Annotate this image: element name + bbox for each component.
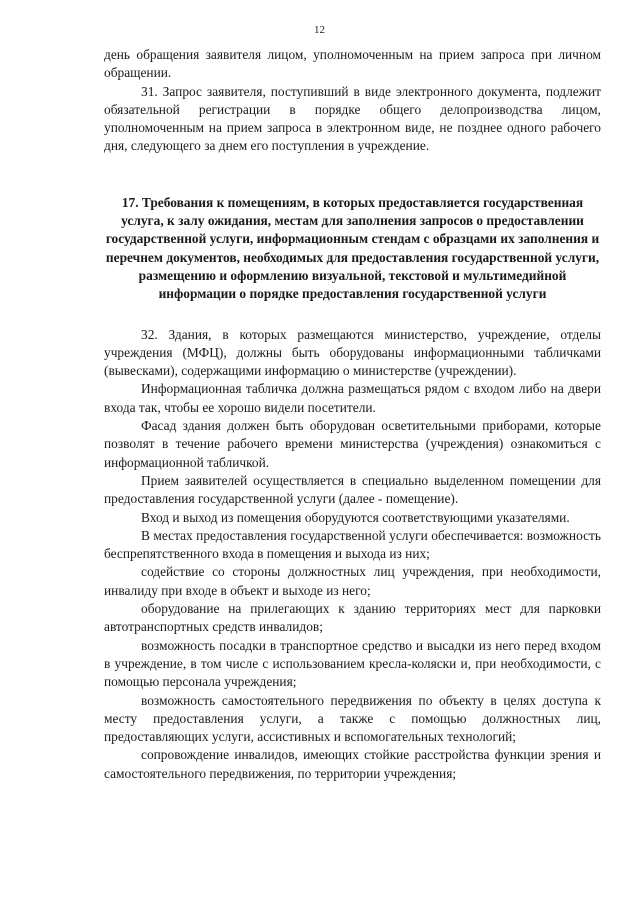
list-item: возможность посадки в транспортное средство и высадки из него перед входом в учреждение, в том числе с использованием кресла-коляски и, при необходимости, с помощью персонала учреждения; <box>104 637 601 690</box>
page-number: 12 <box>314 24 325 36</box>
paragraph: Информационная табличка должна размещаться рядом с входом либо на двери входа так, чтобы ее хорошо видели посетители. <box>104 381 601 415</box>
paragraph-32: 32. Здания, в которых размещаются министерство, учреждение, отделы учреждения (МФЦ), должны быть оборудованы информационными табличками (вывесками), содержащими информацию о министерстве (учреждении). <box>104 326 601 379</box>
paragraph: Вход и выход из помещения оборудуются соответствующими указателями. <box>141 509 570 525</box>
list-item: оборудование на прилегающих к зданию территориях мест для парковки автотранспортных средств инвалидов; <box>104 601 601 635</box>
paragraph-31: 31. Запрос заявителя, поступивший в виде электронного документа, подлежит обязательной регистрации в порядке общего делопроизводства лицом, уполномоченным на прием запроса в электронном виде, не позднее одного рабочего дня, следующего за днем его поступления в учреждение. <box>104 83 601 154</box>
paragraph: Фасад здания должен быть оборудован осветительными приборами, которые позволят в течение рабочего времени министерства (учреждения) ознакомиться с информационной табличкой. <box>104 418 601 470</box>
document-body <box>104 46 601 783</box>
paragraph-continuation: день обращения заявителя лицом, уполномоченным на прием запроса при личном обращении. <box>104 47 601 81</box>
paragraph: В местах предоставления государственной услуги обеспечивается: возможность беспрепятственного входа в помещения и выхода из них; <box>104 527 601 562</box>
section-heading-17: 17. Требования к помещениям, в которых предоставляется государственная услуга, к залу ожидания, местам для заполнения запросов о предоставлении государственной услуги, информационным стендам с образцами их заполнения и перечнем документов, необходимых для предоставления государственной услуги, размещению и оформлению визуальной, текстовой и мультимедийной информации о порядке предоставления государственной услуги <box>105 194 600 302</box>
list-item: сопровождение инвалидов, имеющих стойкие расстройства функции зрения и самостоятельного передвижения, по территории учреждения; <box>104 747 601 781</box>
list-item: содействие со стороны должностных лиц учреждения, при необходимости, инвалиду при входе в объект и выходе из него; <box>104 564 601 598</box>
list-item: возможность самостоятельного передвижения по объекту в целях доступа к месту предоставления услуги, а также с помощью должностных лиц, предоставляющих услуги, ассистивных и вспомогательных технологий; <box>104 692 601 745</box>
paragraph: Прием заявителей осуществляется в специально выделенном помещении для предоставления государственной услуги (далее - помещение). <box>104 472 601 507</box>
